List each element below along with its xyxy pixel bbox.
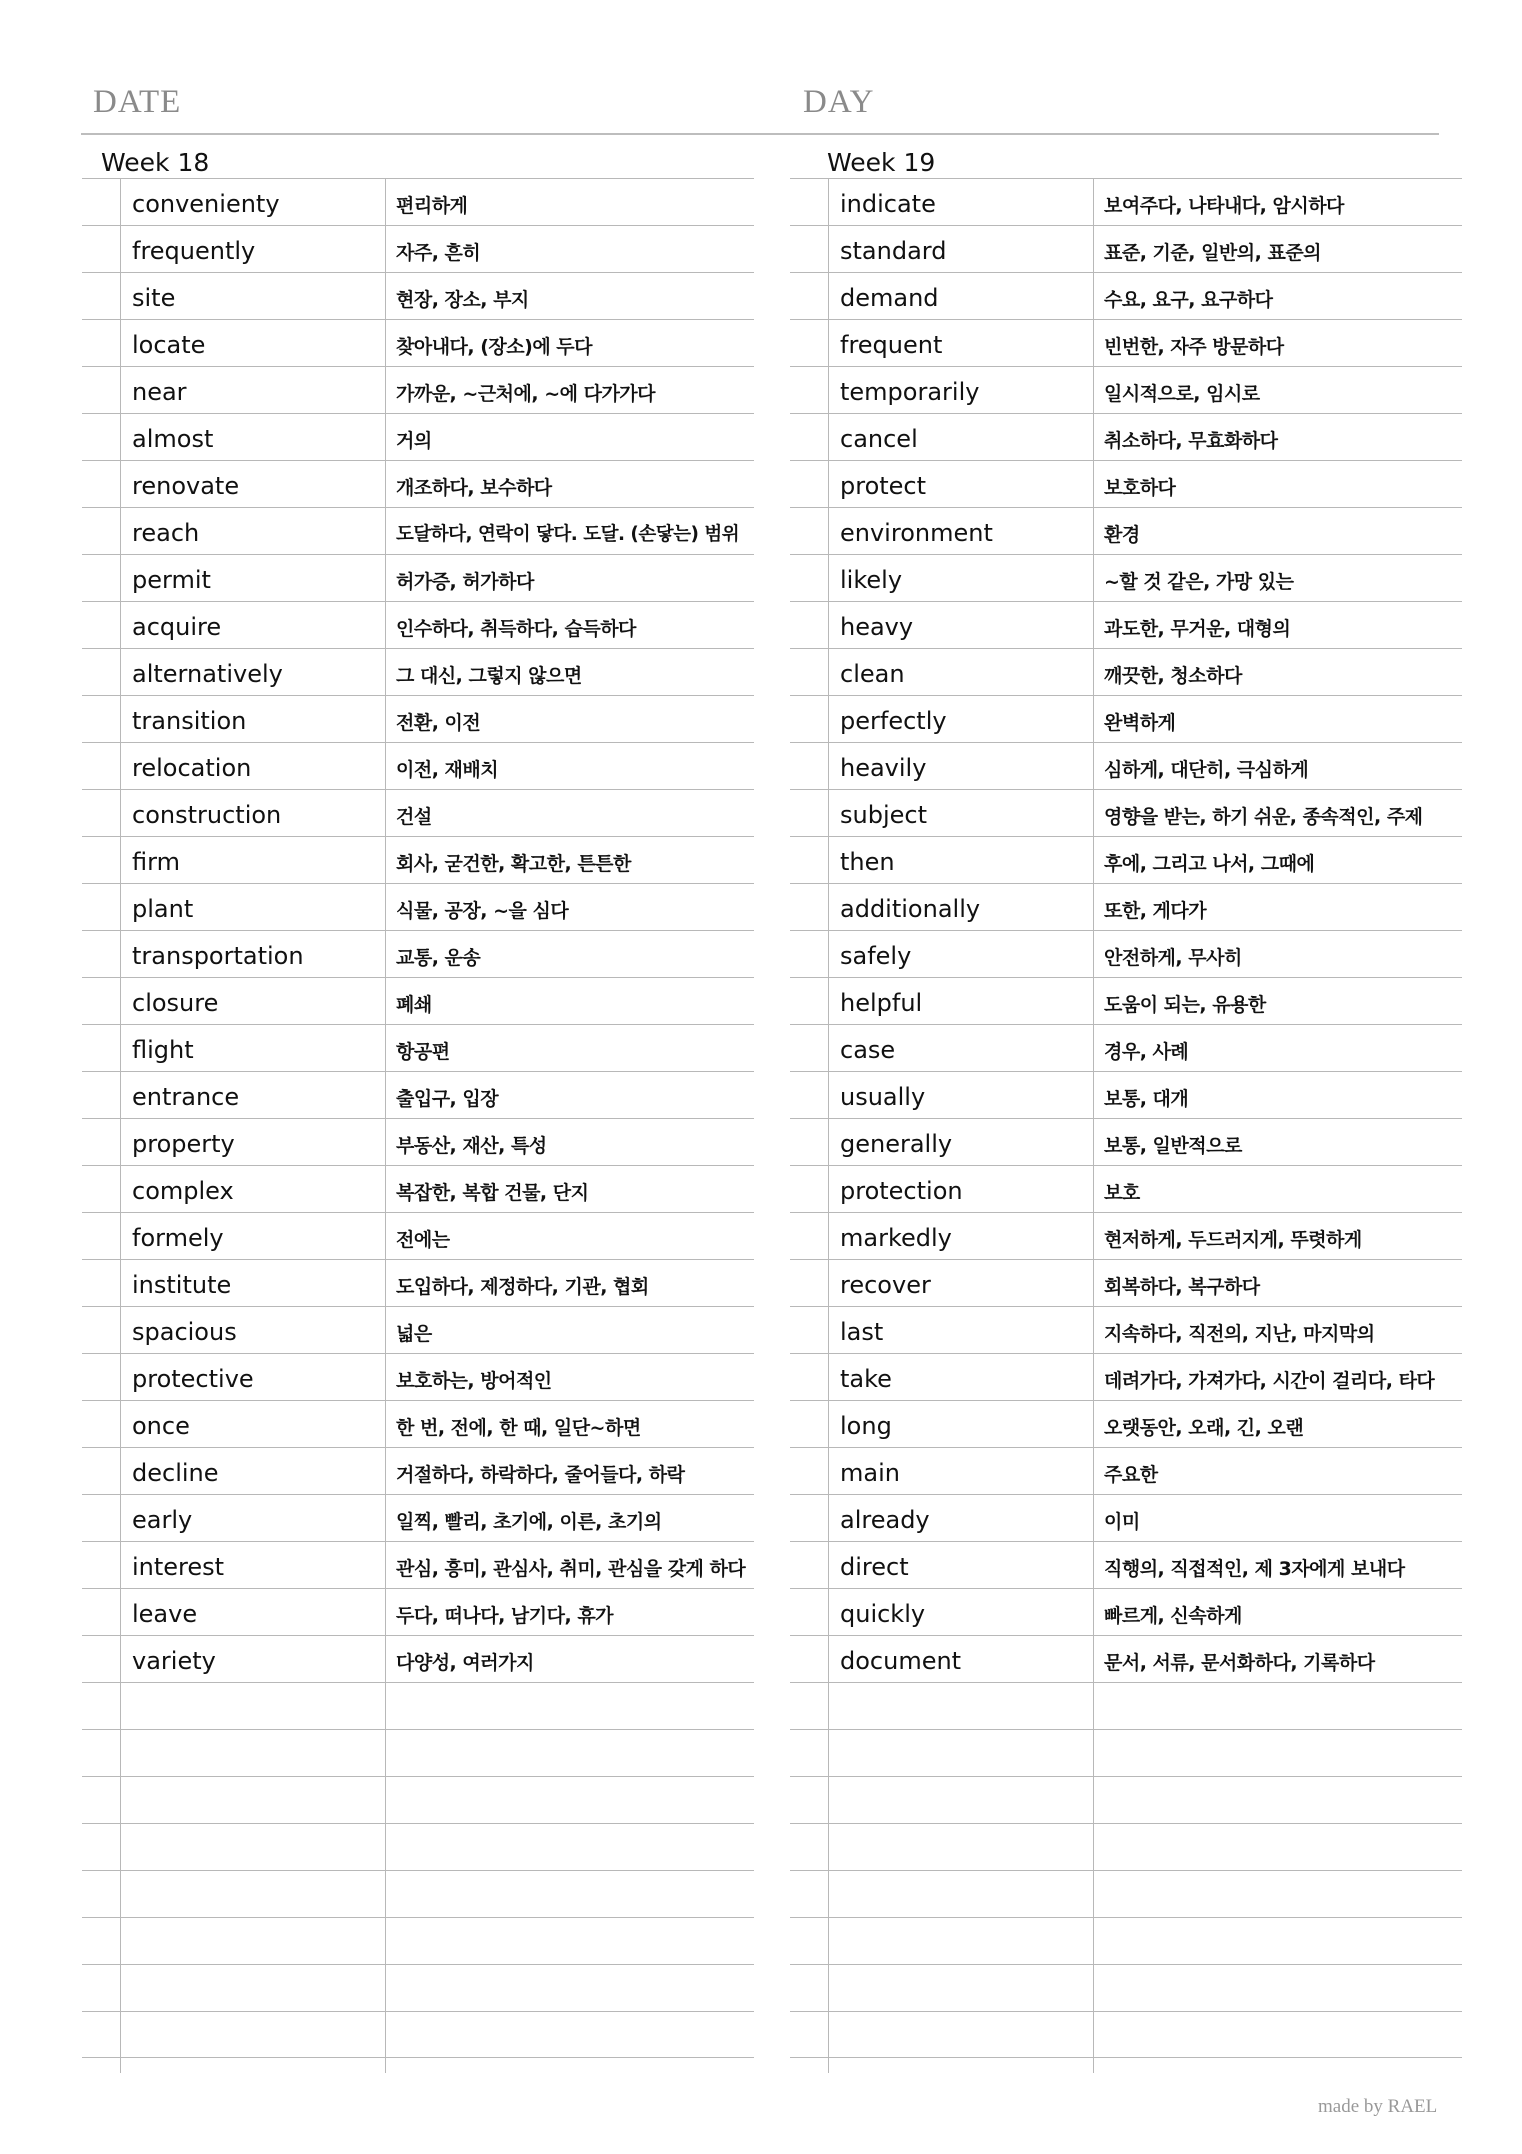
korean-meaning: 이전, 재배치 [396, 759, 499, 781]
korean-meaning: 찾아내다, (장소)에 두다 [396, 336, 593, 358]
made-by-credit: made by RAEL [1318, 2096, 1438, 2117]
english-word: institute [132, 1271, 232, 1299]
korean-meaning: 두다, 떠나다, 남기다, 휴가 [396, 1605, 614, 1627]
korean-meaning: 보통, 대개 [1104, 1088, 1189, 1110]
english-word: already [840, 1506, 930, 1534]
table-row [790, 1541, 1462, 1588]
korean-meaning: 한 번, 전에, 한 때, 일단~하면 [396, 1417, 641, 1439]
korean-meaning: 도움이 되는, 유용한 [1104, 994, 1266, 1016]
korean-meaning: 항공편 [396, 1041, 450, 1063]
english-word: frequently [132, 237, 256, 265]
english-word: almost [132, 425, 214, 453]
table-row [790, 789, 1462, 836]
table-row [82, 1823, 754, 1870]
table-row [790, 1024, 1462, 1071]
date-label: DATE [93, 84, 182, 120]
korean-meaning: 도달하다, 연락이 닿다. 도달. (손닿는) 범위 [396, 524, 740, 545]
korean-meaning: 보여주다, 나타내다, 암시하다 [1104, 195, 1344, 217]
english-word: entrance [132, 1083, 240, 1111]
table-row [790, 930, 1462, 977]
table-row [790, 1259, 1462, 1306]
korean-meaning: 다양성, 여러가지 [396, 1652, 534, 1674]
english-word: near [132, 378, 187, 406]
english-word: decline [132, 1459, 219, 1487]
english-word: formely [132, 1224, 224, 1252]
korean-meaning: 이미 [1104, 1511, 1140, 1533]
table-row [790, 1823, 1462, 1870]
english-word: subject [840, 801, 927, 829]
korean-meaning: 출입구, 입장 [396, 1088, 499, 1110]
english-word: usually [840, 1083, 926, 1111]
english-word: variety [132, 1647, 216, 1675]
english-word: indicate [840, 190, 936, 218]
korean-meaning: 식물, 공장, ~을 심다 [396, 900, 569, 922]
english-word: interest [132, 1553, 225, 1581]
table-row [790, 1682, 1462, 1729]
table-row [82, 2011, 754, 2058]
english-word: property [132, 1130, 235, 1158]
table-row [790, 413, 1462, 460]
korean-meaning: 오랫동안, 오래, 긴, 오랜 [1104, 1417, 1304, 1439]
table-row [790, 1776, 1462, 1823]
korean-meaning: 직행의, 직접적인, 제 3자에게 보내다 [1104, 1558, 1405, 1580]
table-row [790, 1306, 1462, 1353]
english-word: protection [840, 1177, 963, 1205]
header-divider [81, 133, 1439, 135]
korean-meaning: 폐쇄 [396, 994, 432, 1016]
korean-meaning: 안전하게, 무사히 [1104, 947, 1242, 969]
table-row [790, 178, 1462, 225]
table-row [82, 1306, 754, 1353]
english-word: recover [840, 1271, 931, 1299]
table-row [82, 1353, 754, 1400]
korean-meaning: 깨끗한, 청소하다 [1104, 665, 1242, 687]
english-word: last [840, 1318, 884, 1346]
korean-meaning: 회사, 굳건한, 확고한, 튼튼한 [396, 853, 631, 875]
korean-meaning: 주요한 [1104, 1464, 1158, 1486]
table-row [82, 695, 754, 742]
korean-meaning: 심하게, 대단히, 극심하게 [1104, 759, 1309, 781]
table-row [82, 742, 754, 789]
english-word: locate [132, 331, 206, 359]
table-row [82, 507, 754, 554]
korean-meaning: 완벽하게 [1104, 712, 1176, 734]
english-word: demand [840, 284, 939, 312]
table-row [790, 1118, 1462, 1165]
table-row [790, 1729, 1462, 1776]
english-word: protective [132, 1365, 254, 1393]
table-row [790, 554, 1462, 601]
table-row [82, 789, 754, 836]
english-word: flight [132, 1036, 194, 1064]
korean-meaning: 거의 [396, 430, 432, 452]
english-word: cancel [840, 425, 918, 453]
table-row [82, 1541, 754, 1588]
english-word: firm [132, 848, 180, 876]
table-row [790, 460, 1462, 507]
table-row [82, 836, 754, 883]
korean-meaning: 과도한, 무거운, 대형의 [1104, 618, 1291, 640]
korean-meaning: 개조하다, 보수하다 [396, 477, 552, 499]
table-row [82, 977, 754, 1024]
table-row [82, 554, 754, 601]
table-row [82, 1635, 754, 1682]
korean-meaning: 가까운, ~근처에, ~에 다가가다 [396, 383, 656, 405]
table-row [790, 1494, 1462, 1541]
table-row [82, 366, 754, 413]
korean-meaning: 도입하다, 제정하다, 기관, 협회 [396, 1276, 649, 1298]
korean-meaning: 거절하다, 하락하다, 줄어들다, 하락 [396, 1464, 685, 1486]
english-word: spacious [132, 1318, 237, 1346]
table-row [790, 742, 1462, 789]
table-row [82, 1917, 754, 1964]
english-word: standard [840, 237, 947, 265]
korean-meaning: 자주, 흔히 [396, 242, 481, 264]
table-row [790, 1917, 1462, 1964]
korean-meaning: 편리하게 [396, 195, 468, 217]
table-row [82, 319, 754, 366]
korean-meaning: 일시적으로, 임시로 [1104, 383, 1260, 405]
korean-meaning: 데려가다, 가져가다, 시간이 걸리다, 타다 [1104, 1370, 1435, 1392]
table-row [82, 1729, 754, 1776]
table-row [790, 1212, 1462, 1259]
english-word: case [840, 1036, 896, 1064]
english-word: transportation [132, 942, 304, 970]
korean-meaning: 표준, 기준, 일반의, 표준의 [1104, 242, 1322, 264]
korean-meaning: 관심, 흥미, 관심사, 취미, 관심을 갖게 하다 [396, 1558, 746, 1580]
english-word: heavy [840, 613, 914, 641]
korean-meaning: 일찍, 빨리, 초기에, 이른, 초기의 [396, 1511, 662, 1533]
korean-meaning: 빠르게, 신속하게 [1104, 1605, 1242, 1627]
english-word: acquire [132, 613, 222, 641]
right-vocab-table [790, 178, 1462, 2073]
table-row [82, 1024, 754, 1071]
table-row [790, 507, 1462, 554]
table-row [790, 1165, 1462, 1212]
english-word: protect [840, 472, 927, 500]
english-word: clean [840, 660, 905, 688]
korean-meaning: 교통, 운송 [396, 947, 481, 969]
english-word: leave [132, 1600, 198, 1628]
korean-meaning: 부동산, 재산, 특성 [396, 1135, 547, 1157]
table-row [82, 1165, 754, 1212]
table-row [790, 319, 1462, 366]
korean-meaning: 보호하는, 방어적인 [396, 1370, 552, 1392]
table-row [790, 883, 1462, 930]
right-week-label: Week 19 [827, 148, 936, 177]
left-vocab-table [82, 178, 754, 2073]
korean-meaning: 보호하다 [1104, 477, 1176, 499]
table-row [790, 1400, 1462, 1447]
table-row [82, 272, 754, 319]
english-word: environment [840, 519, 993, 547]
english-word: reach [132, 519, 200, 547]
korean-meaning: ~할 것 같은, 가망 있는 [1104, 571, 1294, 593]
table-row [790, 836, 1462, 883]
table-row [790, 366, 1462, 413]
table-row [82, 1071, 754, 1118]
table-row [82, 883, 754, 930]
table-row [82, 1400, 754, 1447]
korean-meaning: 그 대신, 그렇지 않으면 [396, 665, 582, 687]
korean-meaning: 허가증, 허가하다 [396, 571, 534, 593]
table-row [82, 1588, 754, 1635]
korean-meaning: 후에, 그리고 나서, 그때에 [1104, 853, 1315, 875]
english-word: site [132, 284, 176, 312]
english-word: complex [132, 1177, 234, 1205]
korean-meaning: 지속하다, 직전의, 지난, 마지막의 [1104, 1323, 1375, 1345]
english-word: take [840, 1365, 892, 1393]
english-word: markedly [840, 1224, 952, 1252]
table-row [82, 1964, 754, 2011]
table-row [82, 178, 754, 225]
table-row [790, 1071, 1462, 1118]
korean-meaning: 전환, 이전 [396, 712, 481, 734]
table-row [82, 1870, 754, 1917]
english-word: plant [132, 895, 194, 923]
table-row [790, 1635, 1462, 1682]
english-word: once [132, 1412, 190, 1440]
table-row [82, 1447, 754, 1494]
table-row [82, 1776, 754, 1823]
table-row [82, 1494, 754, 1541]
korean-meaning: 빈번한, 자주 방문하다 [1104, 336, 1284, 358]
korean-meaning: 환경 [1104, 524, 1140, 546]
left-week-label: Week 18 [101, 148, 210, 177]
english-word: likely [840, 566, 903, 594]
table-row [790, 977, 1462, 1024]
table-row [790, 272, 1462, 319]
korean-meaning: 취소하다, 무효화하다 [1104, 430, 1278, 452]
table-row [790, 2011, 1462, 2058]
english-word: document [840, 1647, 962, 1675]
korean-meaning: 넓은 [396, 1323, 432, 1345]
korean-meaning: 복잡한, 복합 건물, 단지 [396, 1182, 589, 1204]
table-row [82, 225, 754, 272]
english-word: heavily [840, 754, 927, 782]
table-row [82, 1259, 754, 1306]
table-row [790, 1964, 1462, 2011]
english-word: transition [132, 707, 247, 735]
table-row [790, 601, 1462, 648]
english-word: temporarily [840, 378, 980, 406]
table-row [82, 601, 754, 648]
korean-meaning: 보통, 일반적으로 [1104, 1135, 1242, 1157]
table-row [790, 648, 1462, 695]
korean-meaning: 인수하다, 취득하다, 습득하다 [396, 618, 636, 640]
table-row [82, 648, 754, 695]
english-word: long [840, 1412, 892, 1440]
table-row [82, 460, 754, 507]
english-word: safely [840, 942, 912, 970]
korean-meaning: 문서, 서류, 문서화하다, 기록하다 [1104, 1652, 1375, 1674]
korean-meaning: 회복하다, 복구하다 [1104, 1276, 1260, 1298]
table-row [790, 225, 1462, 272]
table-row [790, 695, 1462, 742]
english-word: early [132, 1506, 193, 1534]
table-row [82, 1682, 754, 1729]
english-word: then [840, 848, 895, 876]
korean-meaning: 현저하게, 두드러지게, 뚜렷하게 [1104, 1229, 1362, 1251]
english-word: main [840, 1459, 900, 1487]
korean-meaning: 현장, 장소, 부지 [396, 289, 529, 311]
english-word: direct [840, 1553, 909, 1581]
english-word: generally [840, 1130, 953, 1158]
english-word: renovate [132, 472, 240, 500]
korean-meaning: 영향을 받는, 하기 쉬운, 종속적인, 주제 [1104, 806, 1423, 828]
english-word: alternatively [132, 660, 283, 688]
table-row [790, 1353, 1462, 1400]
english-word: perfectly [840, 707, 947, 735]
table-row [82, 1212, 754, 1259]
table-row [82, 413, 754, 460]
english-word: relocation [132, 754, 252, 782]
english-word: convenienty [132, 190, 280, 218]
table-row [790, 1870, 1462, 1917]
english-word: construction [132, 801, 282, 829]
english-word: frequent [840, 331, 943, 359]
table-row [790, 1588, 1462, 1635]
table-row [790, 1447, 1462, 1494]
day-label: DAY [803, 84, 875, 120]
korean-meaning: 전에는 [396, 1229, 450, 1251]
korean-meaning: 또한, 게다가 [1104, 900, 1207, 922]
english-word: additionally [840, 895, 981, 923]
korean-meaning: 수요, 요구, 요구하다 [1104, 289, 1273, 311]
english-word: quickly [840, 1600, 926, 1628]
english-word: helpful [840, 989, 923, 1017]
english-word: permit [132, 566, 211, 594]
korean-meaning: 경우, 사례 [1104, 1041, 1189, 1063]
korean-meaning: 보호 [1104, 1182, 1140, 1204]
english-word: closure [132, 989, 219, 1017]
korean-meaning: 건설 [396, 806, 432, 828]
table-row [82, 1118, 754, 1165]
table-row [82, 930, 754, 977]
